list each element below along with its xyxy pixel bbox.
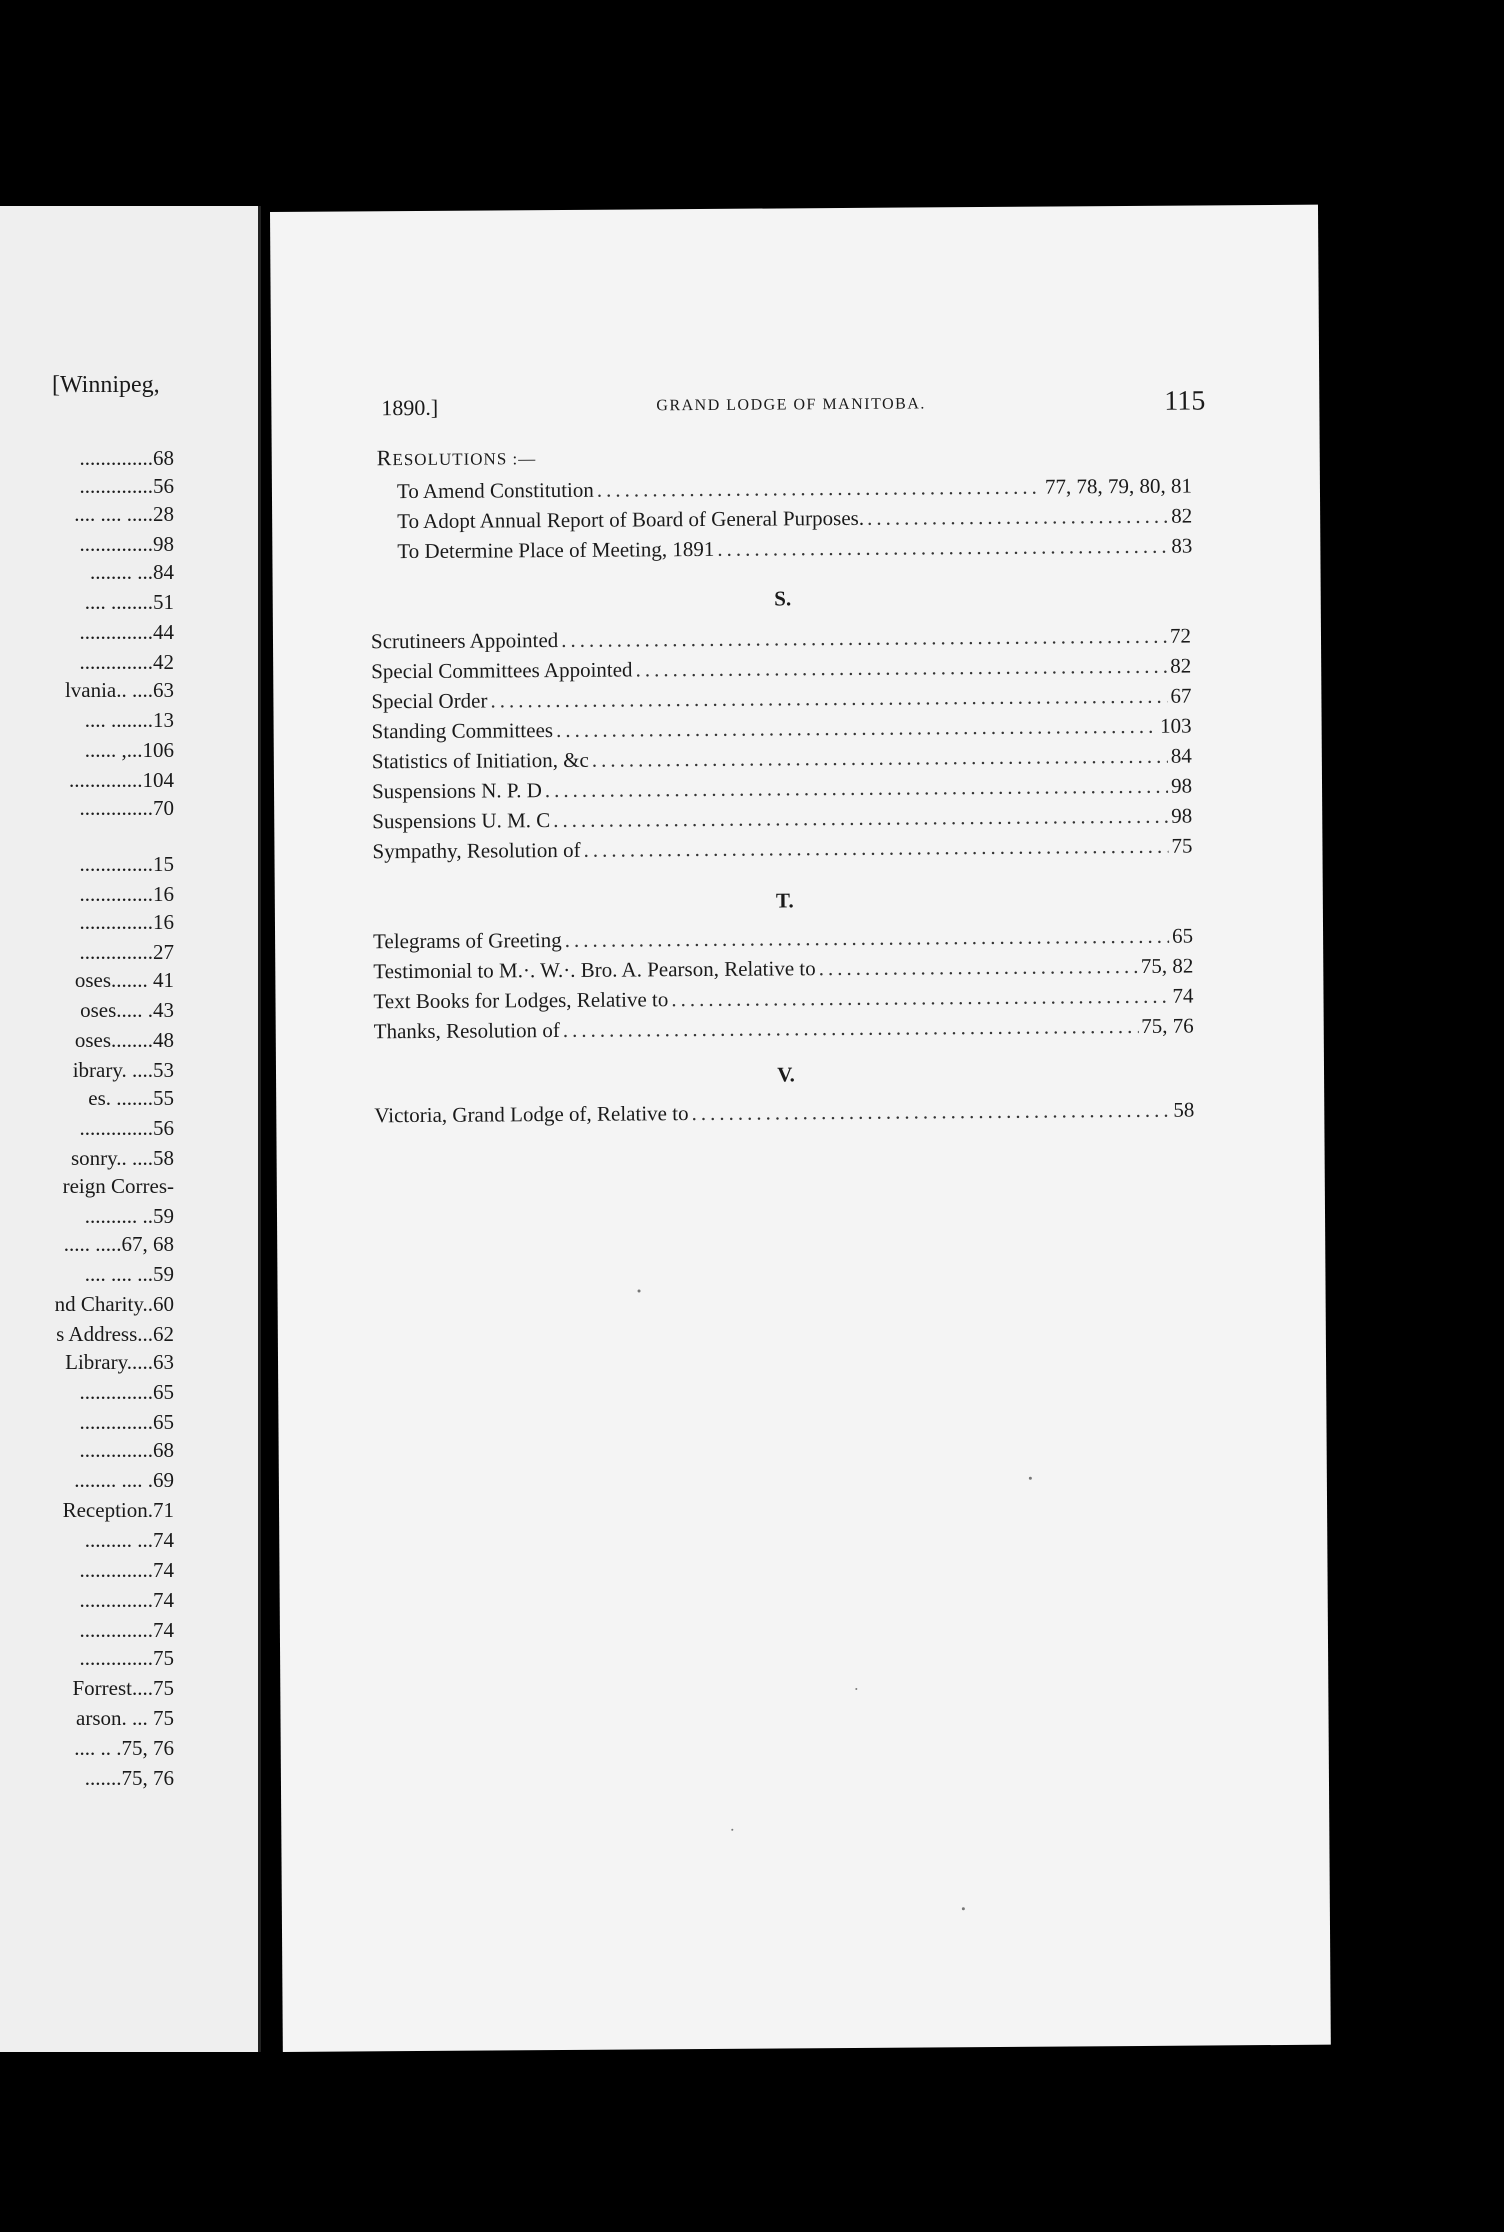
left-index-line: ..............16 [79, 882, 174, 906]
section-letter: V. [777, 1062, 795, 1087]
dot-leader [592, 744, 1168, 773]
dot-leader [545, 774, 1168, 803]
left-index-line: ..............75 [79, 1646, 174, 1670]
left-index-line: oses........48 [74, 1028, 174, 1052]
dot-leader [819, 954, 1138, 981]
left-index-line: ..............44 [79, 620, 174, 644]
dot-leader [597, 475, 1042, 503]
left-index-line: es. .......55 [88, 1086, 174, 1110]
entry-label: Standing Committees [371, 718, 554, 744]
entry-page-refs: 75, 82 [1140, 953, 1194, 978]
section-letter: T. [775, 888, 794, 913]
left-index-line: ..............16 [79, 910, 174, 934]
dot-leader [556, 714, 1157, 743]
entry-page-refs: 82 [1170, 653, 1192, 678]
left-index-line: ..............56 [79, 1116, 174, 1140]
scan-speck [1029, 1477, 1032, 1480]
left-index-line: ..............74 [79, 1618, 174, 1642]
left-index-line: ..............27 [79, 940, 174, 964]
left-index-line: ..............68 [79, 1438, 174, 1462]
scan-speck [638, 1289, 641, 1292]
entry-label: Special Order [371, 688, 488, 714]
entry-label: To Amend Constitution [396, 477, 594, 504]
entry-label: Special Committees Appointed [371, 657, 633, 684]
entry-label: To Determine Place of Meeting, 1891 [397, 536, 715, 564]
entry-label: Victoria, Grand Lodge of, Relative to [374, 1101, 689, 1128]
scan-speck [855, 1688, 857, 1690]
dot-leader [691, 1098, 1170, 1126]
resolutions-heading: RESOLUTIONS :— [376, 445, 537, 471]
page-number: 115 [1164, 385, 1206, 417]
running-head-title: GRAND LODGE OF MANITOBA. [656, 395, 926, 415]
dot-leader [671, 984, 1169, 1012]
left-index-line: .... ........51 [84, 590, 174, 614]
entry-label: Suspensions U. M. C [372, 808, 551, 834]
left-index-line: ...... ,...106 [84, 738, 174, 762]
entry-page-refs: 58 [1173, 1097, 1195, 1122]
index-entry [397, 534, 1192, 570]
running-head-year: 1890.] [381, 394, 439, 421]
entry-page-refs: 67 [1170, 683, 1192, 708]
dot-leader [635, 654, 1167, 683]
left-index-line: ..............74 [79, 1558, 174, 1582]
left-index-line: ..............104 [69, 768, 174, 792]
left-page [0, 206, 261, 2052]
left-index-line: ........ ...84 [90, 560, 174, 584]
dot-leader [563, 1014, 1139, 1043]
left-index-line: ibrary. ....53 [72, 1058, 174, 1082]
left-index-line: ........ .... .69 [74, 1468, 174, 1492]
left-index-line: sonry.. ....58 [70, 1146, 174, 1170]
entry-page-refs: 75 [1171, 833, 1193, 858]
left-index-line: Reception.71 [62, 1498, 174, 1522]
left-index-line: .... .. .75, 76 [74, 1736, 174, 1760]
left-index-line: .... .... ...59 [84, 1262, 174, 1286]
entry-page-refs: 84 [1170, 743, 1192, 768]
left-index-line: oses..... .43 [80, 998, 174, 1022]
scan-speck [731, 1829, 733, 1831]
entry-page-refs: 82 [1171, 503, 1193, 528]
dot-leader [717, 534, 1168, 562]
dot-leader [565, 924, 1170, 953]
entry-page-refs: 65 [1171, 923, 1194, 948]
left-index-line: reign Corres- [62, 1174, 174, 1198]
entry-page-refs: 103 [1160, 713, 1192, 738]
entry-label: Scrutineers Appointed [370, 627, 559, 654]
left-index-line: nd Charity..60 [54, 1292, 174, 1316]
scan-speck [962, 1907, 965, 1910]
left-index-line: oses....... 41 [74, 968, 174, 992]
left-index-line: arson. ... 75 [76, 1706, 174, 1730]
left-index-line: .......75, 76 [84, 1766, 174, 1790]
entry-label: Suspensions N. P. D [371, 778, 542, 804]
dot-leader [490, 684, 1167, 714]
entry-label: Sympathy, Resolution of [372, 837, 581, 864]
right-page [270, 205, 1331, 2052]
left-index-line: ..............15 [79, 852, 174, 876]
entry-page-refs: 98 [1171, 803, 1193, 828]
left-index-line: ..............70 [79, 796, 174, 820]
left-index-line: ..............56 [79, 474, 174, 498]
entry-page-refs: 83 [1171, 533, 1193, 558]
dot-leader [583, 834, 1168, 863]
left-index-line: .... .... .....28 [74, 502, 174, 526]
section-letter: S. [774, 586, 792, 611]
entry-page-refs: 77, 78, 79, 80, 81 [1044, 473, 1193, 499]
left-index-line: ..............65 [79, 1380, 174, 1404]
left-index-line: lvania.. ....63 [64, 678, 174, 702]
dot-leader [553, 804, 1168, 833]
left-index-line: .......... ..59 [84, 1204, 174, 1228]
entry-label: Telegrams of Greeting [373, 927, 562, 954]
left-index-line: ..............74 [79, 1588, 174, 1612]
entry-page-refs: 72 [1169, 623, 1192, 648]
left-index-line: ..............98 [79, 532, 174, 556]
left-index-line: ..............65 [79, 1410, 174, 1434]
left-index-line: Library.....63 [65, 1350, 174, 1374]
left-page-header: [Winnipeg, [52, 372, 160, 398]
left-index-line: ..............68 [79, 446, 174, 470]
left-index-line: Forrest....75 [72, 1676, 174, 1700]
entry-page-refs: 74 [1172, 983, 1194, 1008]
entry-label: Thanks, Resolution of [373, 1017, 560, 1044]
dot-leader [561, 624, 1167, 653]
index-entry [374, 1098, 1194, 1134]
left-index-line: ..... .....67, 68 [63, 1232, 174, 1256]
running-head [381, 382, 1206, 424]
entry-label: Statistics of Initiation, &c [371, 747, 589, 774]
dot-leader [867, 504, 1168, 531]
left-index-line: .... ........13 [84, 708, 174, 732]
entry-label: To Adopt Annual Report of Board of General Purposes. [397, 505, 865, 534]
entry-label: Text Books for Lodges, Relative to [373, 987, 669, 1014]
left-index-line: ......... ...74 [84, 1528, 174, 1552]
left-index-line: ..............42 [79, 650, 174, 674]
entry-page-refs: 98 [1170, 773, 1193, 798]
entry-label: Testimonial to M.·. W.·. Bro. A. Pearson, Relative to [373, 956, 816, 984]
left-index-line: s Address...62 [56, 1322, 174, 1346]
index-entry [372, 834, 1192, 870]
index-entry [374, 1014, 1194, 1050]
entry-page-refs: 75, 76 [1141, 1013, 1194, 1038]
